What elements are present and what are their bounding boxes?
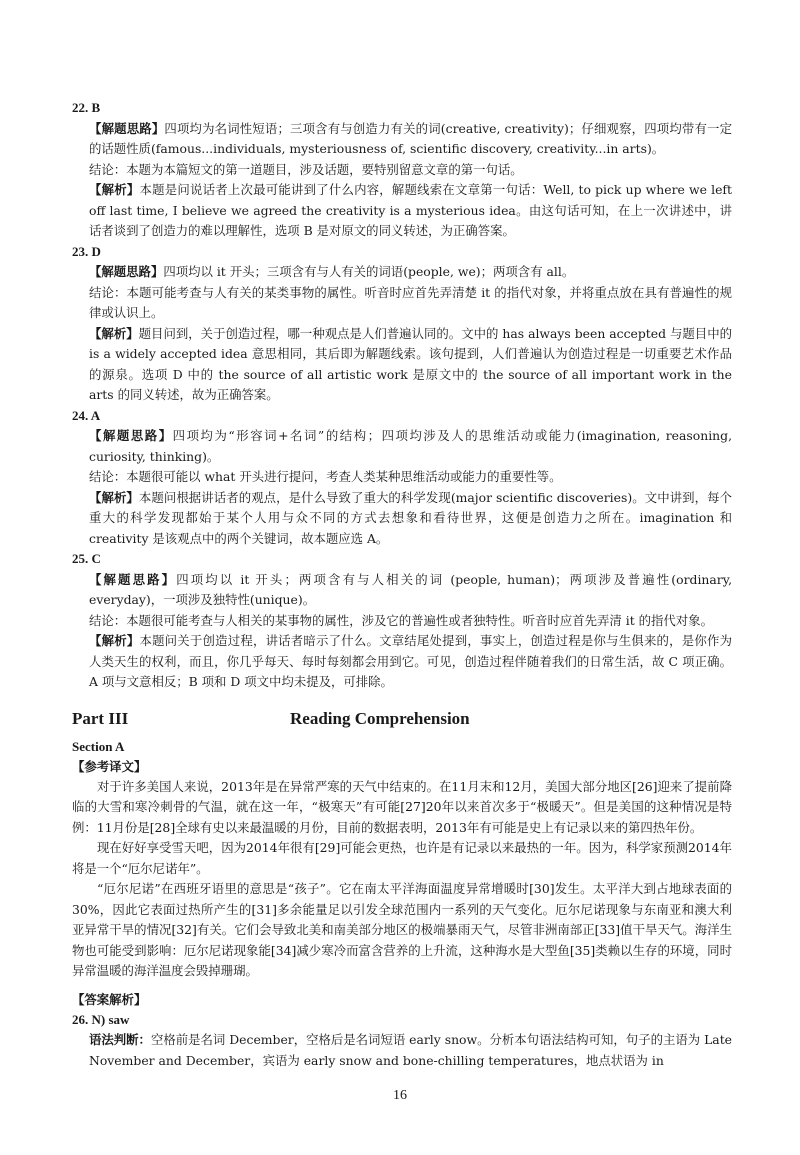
question-number: 25. C <box>72 551 101 566</box>
conclusion-paragraph: 结论：本题很可能考查与人相关的某事物的属性，涉及它的普遍性或者独特性。听音时应首先弄清 it 的指代对象。 <box>89 612 713 628</box>
analysis-tag: 【解析】 <box>89 182 140 197</box>
analysis-tag: 【解析】 <box>89 633 140 648</box>
analysis-text: 题目问到，关于创造过程，哪一种观点是人们普遍认同的。文中的 has always been accepted 与题目中的 is a widely accepted idea 意思相同，其后即为解题线索。该句提到，人们普遍认为创造过程是一切重要艺术作品的源泉。选项 D 中的 the source of all artistic work 是原文中的 the source of all important work in the arts 的同义转述，故为正确答案。 <box>89 325 733 402</box>
reasoning-text: 四项均以 it 开头；三项含有与人有关的词语(people, we)；两项含有 all。 <box>163 264 575 279</box>
part-heading <box>72 709 732 729</box>
part-title: Reading Comprehension <box>290 708 470 728</box>
analysis-paragraph <box>72 488 732 550</box>
reasoning-tag: 【解题思路】 <box>89 571 177 587</box>
question-number: 24. A <box>72 407 101 423</box>
translation-heading: 【参考译文】 <box>72 758 147 774</box>
reasoning-paragraph <box>72 262 732 283</box>
analysis-tag: 【解析】 <box>89 325 139 341</box>
reasoning-tag: 【解题思路】 <box>89 264 164 279</box>
conclusion-paragraph: 结论：本题可能考查与人有关的某类事物的属性。听音时应首先弄清楚 it 的指代对象，并将重点放在具有普遍性的规律或认识上。 <box>89 284 732 320</box>
grammar-judgement-text: 空格前是名词 December，空格后是名词短语 early snow。分析本句语法结构可知，句子的主语为 Late November and December，宾语为 early snow and bone-chilling temperatures，地点状语为 in <box>89 1032 733 1068</box>
translation-paragraph: 现在好好享受雪天吧，因为2014年很有[29]可能会更热，也许是有记录以来最热的一年。因为，科学家预测2014年将是一个“厄尔尼诺年”。 <box>72 840 732 876</box>
answers-heading: 【答案解析】 <box>72 991 147 1007</box>
reasoning-tag: 【解题思路】 <box>89 120 165 136</box>
analysis-paragraph <box>72 180 732 242</box>
section-heading: Section A <box>72 738 125 754</box>
reasoning-paragraph <box>72 570 732 611</box>
reasoning-tag: 【解题思路】 <box>89 428 173 443</box>
reasoning-text: 四项均为名词性短语；三项含有与创造力有关的词(creative, creativity)；仔细观察，四项均带有一定的话题性质(famous...individuals, mysteriousness of, scientific discovery, creativity...in arts)。 <box>89 120 733 156</box>
reasoning-paragraph <box>72 119 732 160</box>
translation-paragraph: 对于许多美国人来说，2013年是在异常严寒的天气中结束的。在11月末和12月，美国大部分地区[26]迎来了提前降临的大雪和寒冷刺骨的气温，就在这一年，“极寒天”有可能[27]20年以来首次多于“极暖天”。但是美国的这种情况是特例：11月份是[28]全球有史以来最温暖的月份，目前的数据表明，2013年有可能是史上有记录以来的第四热年份。 <box>72 778 732 835</box>
analysis-text: 本题问根据讲话者的观点，是什么导致了重大的科学发现(major scientific discoveries)。文中讲到，每个重大的科学发现都始于某个人用与众不同的方式去想象和看待世界，这便是创造力之所在。imagination 和 creativity 是该观点中的两个关键词，故本题应选 A。 <box>89 489 732 546</box>
analysis-text: 本题是问说话者上次最可能讲到了什么内容，解题线索在文章第一句话：Well, to pick up where we left off last time, I believe we agreed the creativity is a mysterious idea。由这句话可知，在上一次讲述中，讲话者谈到了创造力的难以理解性，选项 B 是对原文的同义转述，为正确答案。 <box>89 182 732 238</box>
conclusion-paragraph: 结论：本题很可能以 what 开头进行提问，考查人类某种思维活动或能力的重要性等。 <box>89 469 562 484</box>
question-number: 26. N) saw <box>72 1011 130 1027</box>
reasoning-paragraph <box>72 426 732 467</box>
grammar-judgement-tag: 语法判断： <box>89 1032 151 1047</box>
analysis-text: 本题问关于创造过程，讲话者暗示了什么。文章结尾处提到，事实上，创造过程是你与生俱来的，是你作为人类天生的权利，而且，你几乎每天、每时每刻都会用到它。可见，创造过程伴随着我们的日常生活，故 C 项正确。A 项与文意相反；B 项和 D 项文中均未提及，可排除。 <box>89 633 733 689</box>
question-number: 22. B <box>72 100 101 115</box>
part-label: Part III <box>72 708 129 728</box>
reasoning-text: 四项均以 it 开头；两项含有与人相关的词 (people, human)；两项涉及普遍性(ordinary, everyday)，一项涉及独特性(unique)。 <box>89 571 733 607</box>
page-content <box>72 98 732 1071</box>
translation-paragraph: “厄尔尼诺”在西班牙语里的意思是“孩子”。它在南太平洋海面温度异常增暖时[30]发生。太平洋大到占地球表面的30%，因此它表面过热所产生的[31]多余能量足以引发全球范围内一系列的天气变化。厄尔尼诺现象与东南亚和澳大利亚异常干旱的情况[32]有关。它们会导致北美和南美部分地区的极端暴雨天气，尽管非洲南部正[33]值干旱天气。海洋生物也可能受到影响：厄尔尼诺现象能[34]减少寒冷而富含营养的上升流，这种海水是大型鱼[35]类赖以生存的环境，同时异常温暖的海洋温度会毁掉珊瑚。 <box>72 881 732 978</box>
reasoning-text: 四项均为“形容词+名词”的结构；四项均涉及人的思维活动或能力(imagination, reasoning, curiosity, thinking)。 <box>89 428 733 464</box>
analysis-paragraph <box>72 324 732 406</box>
conclusion-paragraph: 结论：本题为本篇短文的第一道题目，涉及话题，要特别留意文章的第一句话。 <box>89 161 523 177</box>
page-number: 16 <box>393 1088 407 1103</box>
question-number: 23. D <box>72 243 101 259</box>
analysis-tag: 【解析】 <box>89 489 139 505</box>
analysis-paragraph <box>72 631 732 693</box>
grammar-judgement-paragraph <box>72 1030 732 1071</box>
